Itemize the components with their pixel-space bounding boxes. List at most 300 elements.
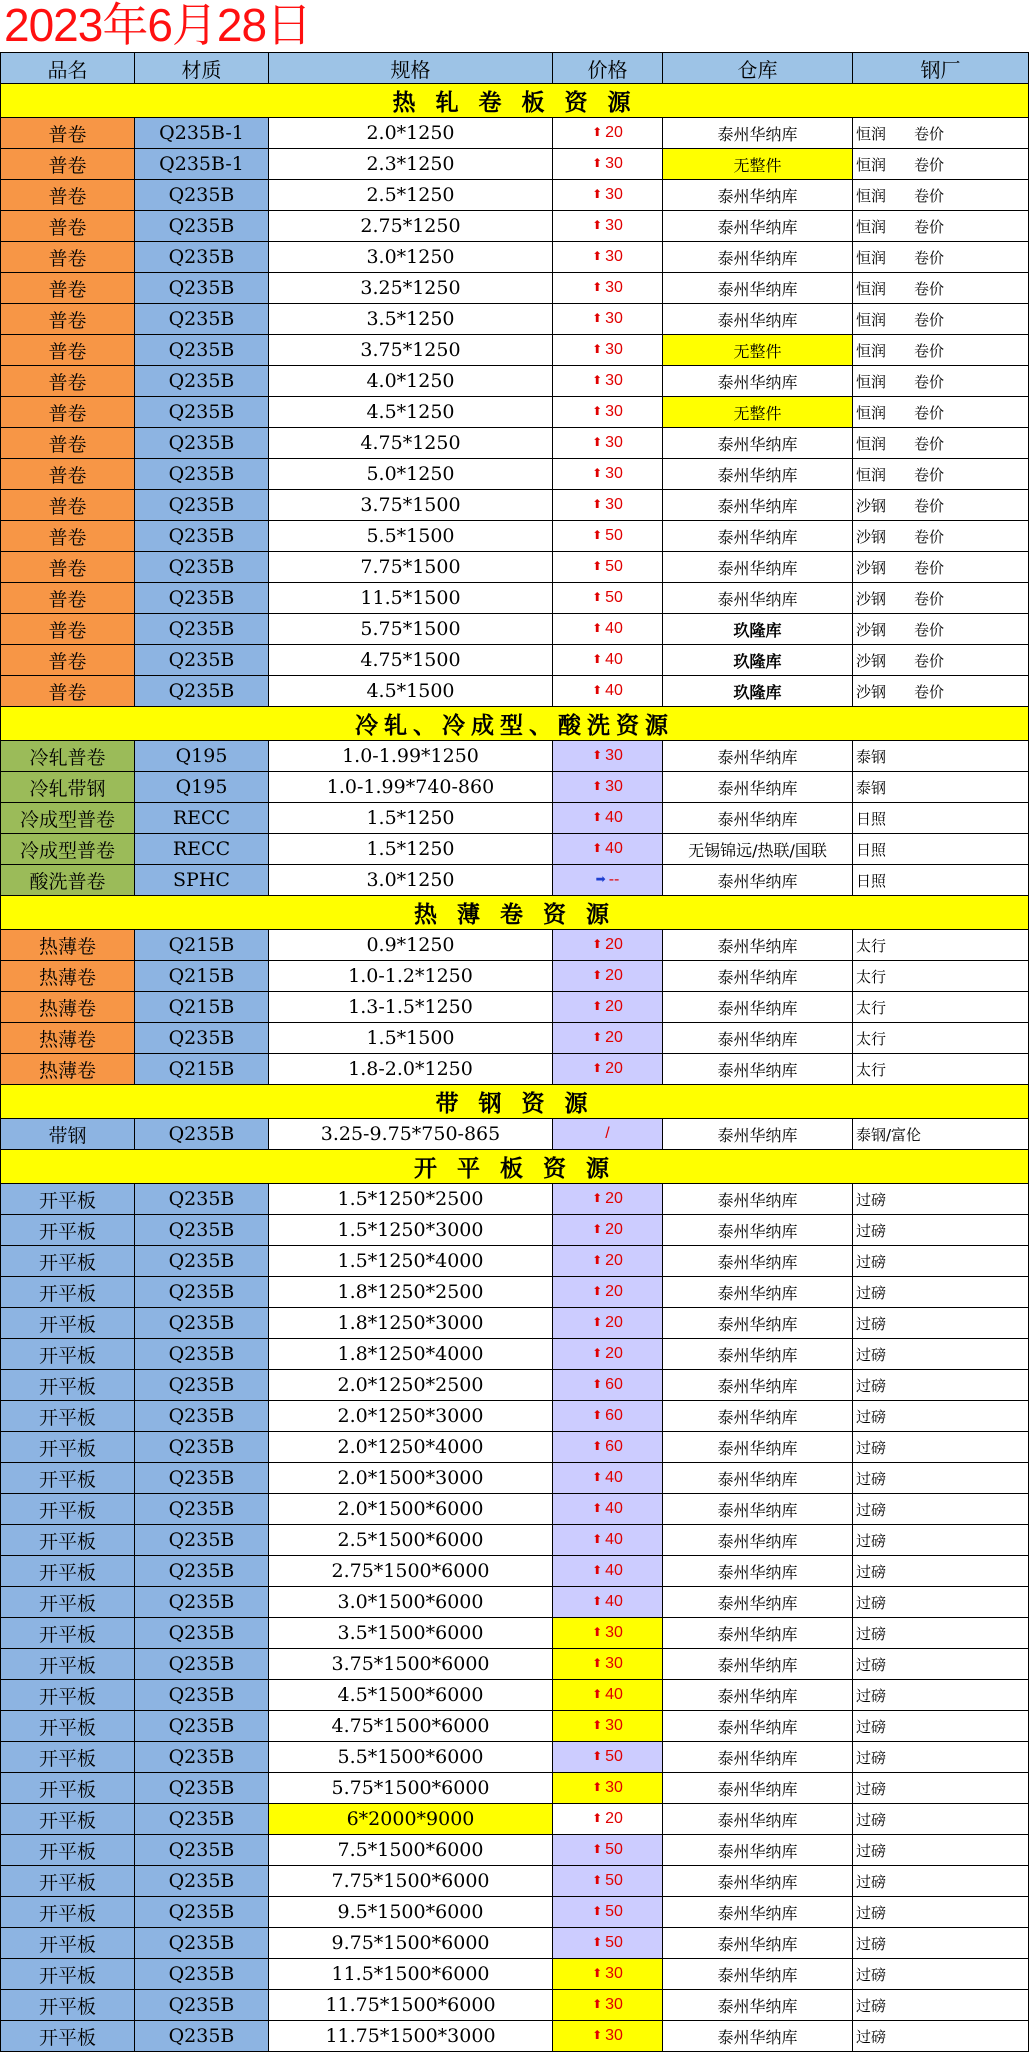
mill-name: 过磅 xyxy=(856,1872,887,1891)
spec-cell: 5.75*1500 xyxy=(269,614,553,645)
product-name-cell: 开平板 xyxy=(1,1556,135,1587)
mill-cell xyxy=(853,397,1029,428)
mill-cell xyxy=(853,1184,1029,1215)
product-name-cell: 普卷 xyxy=(1,366,135,397)
mill-name: 过磅 xyxy=(856,1531,887,1550)
product-name-cell: 冷轧带钢 xyxy=(1,772,135,803)
product-name-cell: 开平板 xyxy=(1,1804,135,1835)
price-up-arrow-icon: ⬆ xyxy=(592,1749,603,1763)
mill-name: 过磅 xyxy=(856,1903,887,1922)
price-up-arrow-icon: ⬆ xyxy=(592,1904,603,1918)
price-value: 30 xyxy=(605,1779,623,1796)
price-value: 20 xyxy=(605,1314,623,1331)
warehouse-cell: 泰州华纳库 xyxy=(663,1494,853,1525)
price-value: 40 xyxy=(605,840,623,857)
price-cell xyxy=(553,1959,663,1990)
warehouse-cell: 泰州华纳库 xyxy=(663,2021,853,2052)
mill-name: 恒润 xyxy=(856,248,887,267)
product-name-cell: 普卷 xyxy=(1,583,135,614)
spec-cell: 2.0*1250*3000 xyxy=(269,1401,553,1432)
table-row xyxy=(1,1463,1029,1494)
spec-cell: 7.75*1500*6000 xyxy=(269,1866,553,1897)
material-cell: Q235B xyxy=(135,1023,269,1054)
product-name-cell: 普卷 xyxy=(1,149,135,180)
spec-cell: 1.5*1250*2500 xyxy=(269,1184,553,1215)
mill-cell xyxy=(853,583,1029,614)
price-value: 30 xyxy=(605,1996,623,2013)
price-up-arrow-icon: ⬆ xyxy=(592,1935,603,1949)
price-value: / xyxy=(605,1125,610,1142)
product-name-cell: 开平板 xyxy=(1,1246,135,1277)
table-row xyxy=(1,273,1029,304)
material-cell: SPHC xyxy=(135,865,269,896)
price-cell xyxy=(553,930,663,961)
mill-cell xyxy=(853,1959,1029,1990)
price-value: 20 xyxy=(605,1221,623,1238)
material-cell: Q215B xyxy=(135,992,269,1023)
price-value: 20 xyxy=(605,1345,623,1362)
table-row xyxy=(1,1432,1029,1463)
mill-name: 恒润 xyxy=(856,434,887,453)
price-cell xyxy=(553,614,663,645)
mill-cell xyxy=(853,428,1029,459)
price-value: 40 xyxy=(605,651,623,668)
material-cell: Q235B xyxy=(135,676,269,707)
price-value: 40 xyxy=(605,809,623,826)
mill-cell xyxy=(853,149,1029,180)
mill-cell xyxy=(853,961,1029,992)
price-value: 50 xyxy=(605,1748,623,1765)
price-up-arrow-icon: ⬆ xyxy=(592,1997,603,2011)
section-title: 热 薄 卷 资 源 xyxy=(1,896,1029,930)
warehouse-cell: 泰州华纳库 xyxy=(663,304,853,335)
price-basis-note: 卷价 xyxy=(914,651,945,670)
table-row xyxy=(1,1401,1029,1432)
price-value: 40 xyxy=(605,1593,623,1610)
mill-cell xyxy=(853,645,1029,676)
mill-name: 恒润 xyxy=(856,186,887,205)
warehouse-cell: 玖隆库 xyxy=(663,676,853,707)
table-row xyxy=(1,2021,1029,2052)
mill-cell xyxy=(853,1023,1029,1054)
mill-cell xyxy=(853,1215,1029,1246)
material-cell: Q235B xyxy=(135,1649,269,1680)
price-value: 30 xyxy=(605,310,623,327)
spec-cell: 1.8*1250*3000 xyxy=(269,1308,553,1339)
price-value: 20 xyxy=(605,936,623,953)
warehouse-cell: 泰州华纳库 xyxy=(663,1370,853,1401)
spec-cell: 2.0*1250*4000 xyxy=(269,1432,553,1463)
section-title: 带 钢 资 源 xyxy=(1,1085,1029,1119)
mill-cell xyxy=(853,1556,1029,1587)
mill-name: 沙钢 xyxy=(856,527,887,546)
material-cell: Q235B xyxy=(135,1587,269,1618)
warehouse-cell: 泰州华纳库 xyxy=(663,1277,853,1308)
mill-name: 过磅 xyxy=(856,1965,887,1984)
material-cell: Q235B xyxy=(135,552,269,583)
price-value: 20 xyxy=(605,1190,623,1207)
table-row xyxy=(1,1897,1029,1928)
material-cell: Q235B xyxy=(135,1680,269,1711)
spec-cell: 1.8*1250*2500 xyxy=(269,1277,553,1308)
mill-name: 过磅 xyxy=(856,1748,887,1767)
price-up-arrow-icon: ⬆ xyxy=(592,937,603,951)
mill-cell xyxy=(853,521,1029,552)
mill-cell xyxy=(853,1432,1029,1463)
material-cell: Q235B xyxy=(135,645,269,676)
material-cell: Q235B xyxy=(135,1308,269,1339)
price-value: 20 xyxy=(605,1060,623,1077)
price-up-arrow-icon: ⬆ xyxy=(592,1873,603,1887)
warehouse-cell: 泰州华纳库 xyxy=(663,1897,853,1928)
price-up-arrow-icon: ⬆ xyxy=(592,779,603,793)
warehouse-cell: 泰州华纳库 xyxy=(663,772,853,803)
table-row xyxy=(1,1184,1029,1215)
price-up-arrow-icon: ⬆ xyxy=(592,1439,603,1453)
price-basis-note: 卷价 xyxy=(914,620,945,639)
product-name-cell: 普卷 xyxy=(1,118,135,149)
price-up-arrow-icon: ⬆ xyxy=(592,1284,603,1298)
spec-cell: 4.5*1250 xyxy=(269,397,553,428)
material-cell: Q235B xyxy=(135,1215,269,1246)
table-row xyxy=(1,1587,1029,1618)
mill-name: 泰钢/富伦 xyxy=(856,1125,922,1144)
price-cell xyxy=(553,242,663,273)
price-up-arrow-icon: ⬆ xyxy=(592,1346,603,1360)
spec-cell: 7.75*1500 xyxy=(269,552,553,583)
warehouse-cell: 泰州华纳库 xyxy=(663,1928,853,1959)
price-basis-note: 卷价 xyxy=(914,372,945,391)
spec-cell: 1.5*1500 xyxy=(269,1023,553,1054)
price-basis-note: 卷价 xyxy=(914,217,945,236)
warehouse-cell: 玖隆库 xyxy=(663,645,853,676)
material-cell: Q235B xyxy=(135,1618,269,1649)
material-cell: Q195 xyxy=(135,772,269,803)
spec-cell: 1.5*1250 xyxy=(269,803,553,834)
warehouse-cell: 泰州华纳库 xyxy=(663,1680,853,1711)
table-row xyxy=(1,1959,1029,1990)
price-cell xyxy=(553,1897,663,1928)
material-cell: Q235B xyxy=(135,1990,269,2021)
warehouse-cell: 泰州华纳库 xyxy=(663,242,853,273)
product-name-cell: 开平板 xyxy=(1,1432,135,1463)
table-row xyxy=(1,1649,1029,1680)
table-row xyxy=(1,1804,1029,1835)
price-up-arrow-icon: ⬆ xyxy=(592,404,603,418)
table-row xyxy=(1,459,1029,490)
price-up-arrow-icon: ⬆ xyxy=(592,683,603,697)
material-cell: Q215B xyxy=(135,961,269,992)
header-mill: 钢厂 xyxy=(853,53,1029,84)
table-row xyxy=(1,676,1029,707)
product-name-cell: 普卷 xyxy=(1,645,135,676)
product-name-cell: 开平板 xyxy=(1,1494,135,1525)
price-up-arrow-icon: ⬆ xyxy=(592,249,603,263)
mill-cell xyxy=(853,1773,1029,1804)
product-name-cell: 开平板 xyxy=(1,1277,135,1308)
mill-cell xyxy=(853,834,1029,865)
price-up-arrow-icon: ⬆ xyxy=(592,968,603,982)
material-cell: Q235B xyxy=(135,366,269,397)
spec-cell: 2.0*1500*3000 xyxy=(269,1463,553,1494)
mill-name: 太行 xyxy=(856,936,887,955)
spec-cell: 2.0*1500*6000 xyxy=(269,1494,553,1525)
mill-name: 沙钢 xyxy=(856,558,887,577)
section-header xyxy=(1,1085,1029,1119)
material-cell: Q235B xyxy=(135,242,269,273)
mill-cell xyxy=(853,1649,1029,1680)
price-up-arrow-icon: ⬆ xyxy=(592,652,603,666)
price-cell xyxy=(553,1649,663,1680)
price-value: 20 xyxy=(605,1252,623,1269)
material-cell: Q235B xyxy=(135,1928,269,1959)
mill-cell xyxy=(853,490,1029,521)
price-value: 30 xyxy=(605,778,623,795)
table-row xyxy=(1,552,1029,583)
product-name-cell: 热薄卷 xyxy=(1,961,135,992)
mill-cell xyxy=(853,2021,1029,2052)
warehouse-cell: 泰州华纳库 xyxy=(663,1023,853,1054)
mill-cell xyxy=(853,1804,1029,1835)
mill-cell xyxy=(853,211,1029,242)
mill-name: 恒润 xyxy=(856,217,887,236)
spec-cell: 3.25-9.75*750-865 xyxy=(269,1119,553,1150)
price-cell xyxy=(553,1928,663,1959)
product-name-cell: 普卷 xyxy=(1,614,135,645)
spec-cell: 7.5*1500*6000 xyxy=(269,1835,553,1866)
price-value: 20 xyxy=(605,124,623,141)
material-cell: Q235B xyxy=(135,614,269,645)
price-cell xyxy=(553,1246,663,1277)
price-cell xyxy=(553,1680,663,1711)
table-row xyxy=(1,180,1029,211)
table-row xyxy=(1,834,1029,865)
mill-name: 过磅 xyxy=(856,1934,887,1953)
spec-cell: 2.0*1250*2500 xyxy=(269,1370,553,1401)
price-up-arrow-icon: ⬆ xyxy=(592,528,603,542)
price-cell xyxy=(553,273,663,304)
price-value: 30 xyxy=(605,372,623,389)
spec-cell: 3.0*1250 xyxy=(269,242,553,273)
mill-name: 过磅 xyxy=(856,1717,887,1736)
price-cell xyxy=(553,1054,663,1085)
product-name-cell: 开平板 xyxy=(1,1680,135,1711)
warehouse-cell: 泰州华纳库 xyxy=(663,521,853,552)
table-row xyxy=(1,741,1029,772)
product-name-cell: 普卷 xyxy=(1,676,135,707)
mill-name: 沙钢 xyxy=(856,651,887,670)
price-up-arrow-icon: ⬆ xyxy=(592,1625,603,1639)
material-cell: Q235B xyxy=(135,1432,269,1463)
price-cell xyxy=(553,211,663,242)
mill-name: 过磅 xyxy=(856,1593,887,1612)
price-cell xyxy=(553,2021,663,2052)
spec-cell: 3.25*1250 xyxy=(269,273,553,304)
warehouse-cell: 无整件 xyxy=(663,397,853,428)
price-up-arrow-icon: ⬆ xyxy=(592,1501,603,1515)
warehouse-cell: 无锡锦远/热联/国联 xyxy=(663,834,853,865)
material-cell: Q235B xyxy=(135,1339,269,1370)
warehouse-cell: 泰州华纳库 xyxy=(663,428,853,459)
warehouse-cell: 泰州华纳库 xyxy=(663,1711,853,1742)
price-basis-note: 卷价 xyxy=(914,496,945,515)
product-name-cell: 开平板 xyxy=(1,1308,135,1339)
section-header xyxy=(1,707,1029,741)
mill-name: 过磅 xyxy=(856,1190,887,1209)
spec-cell: 3.0*1250 xyxy=(269,865,553,896)
price-cell xyxy=(553,961,663,992)
table-row xyxy=(1,366,1029,397)
product-name-cell: 热薄卷 xyxy=(1,930,135,961)
spec-cell: 2.5*1250 xyxy=(269,180,553,211)
price-value: 30 xyxy=(605,1717,623,1734)
price-value: 50 xyxy=(605,527,623,544)
price-cell xyxy=(553,583,663,614)
product-name-cell: 热薄卷 xyxy=(1,992,135,1023)
mill-name: 太行 xyxy=(856,967,887,986)
section-title: 冷轧、冷成型、酸洗资源 xyxy=(1,707,1029,741)
warehouse-cell: 泰州华纳库 xyxy=(663,490,853,521)
price-value: 40 xyxy=(605,1469,623,1486)
price-cell xyxy=(553,865,663,896)
mill-cell xyxy=(853,1990,1029,2021)
mill-cell xyxy=(853,1897,1029,1928)
price-cell xyxy=(553,741,663,772)
price-cell xyxy=(553,992,663,1023)
price-up-arrow-icon: ⬆ xyxy=(592,1594,603,1608)
product-name-cell: 普卷 xyxy=(1,397,135,428)
table-row xyxy=(1,930,1029,961)
price-cell xyxy=(553,304,663,335)
spec-cell: 11.75*1500*3000 xyxy=(269,2021,553,2052)
table-row xyxy=(1,1711,1029,1742)
mill-name: 过磅 xyxy=(856,1469,887,1488)
price-basis-note: 卷价 xyxy=(914,558,945,577)
warehouse-cell: 泰州华纳库 xyxy=(663,1401,853,1432)
material-cell: Q235B xyxy=(135,1494,269,1525)
product-name-cell: 开平板 xyxy=(1,1339,135,1370)
spec-cell: 9.75*1500*6000 xyxy=(269,1928,553,1959)
mill-cell xyxy=(853,772,1029,803)
spec-cell: 6*2000*9000 xyxy=(269,1804,553,1835)
price-basis-note: 卷价 xyxy=(914,682,945,701)
price-value: -- xyxy=(608,871,620,888)
spec-cell: 3.5*1500*6000 xyxy=(269,1618,553,1649)
price-value: 30 xyxy=(605,403,623,420)
mill-cell xyxy=(853,865,1029,896)
material-cell: Q235B xyxy=(135,1246,269,1277)
table-row xyxy=(1,1618,1029,1649)
mill-name: 恒润 xyxy=(856,155,887,174)
warehouse-cell: 泰州华纳库 xyxy=(663,865,853,896)
material-cell: Q215B xyxy=(135,1054,269,1085)
price-basis-note: 卷价 xyxy=(914,310,945,329)
price-value: 50 xyxy=(605,589,623,606)
spec-cell: 1.8-2.0*1250 xyxy=(269,1054,553,1085)
warehouse-cell: 泰州华纳库 xyxy=(663,459,853,490)
mill-cell xyxy=(853,1711,1029,1742)
header-spec: 规格 xyxy=(269,53,553,84)
warehouse-cell: 泰州华纳库 xyxy=(663,930,853,961)
table-row xyxy=(1,304,1029,335)
price-cell xyxy=(553,1742,663,1773)
material-cell: Q235B xyxy=(135,1897,269,1928)
material-cell: Q215B xyxy=(135,930,269,961)
product-name-cell: 带钢 xyxy=(1,1119,135,1150)
mill-name: 过磅 xyxy=(856,1810,887,1829)
price-up-arrow-icon: ⬆ xyxy=(592,373,603,387)
price-up-arrow-icon: ⬆ xyxy=(592,810,603,824)
material-cell: Q235B-1 xyxy=(135,118,269,149)
price-cell xyxy=(553,149,663,180)
product-name-cell: 开平板 xyxy=(1,1773,135,1804)
warehouse-cell: 泰州华纳库 xyxy=(663,1308,853,1339)
warehouse-cell: 泰州华纳库 xyxy=(663,1587,853,1618)
warehouse-cell: 泰州华纳库 xyxy=(663,1054,853,1085)
table-row xyxy=(1,335,1029,366)
spec-cell: 3.75*1500*6000 xyxy=(269,1649,553,1680)
table-row xyxy=(1,149,1029,180)
spec-cell: 1.0-1.2*1250 xyxy=(269,961,553,992)
mill-cell xyxy=(853,1277,1029,1308)
price-up-arrow-icon: ⬆ xyxy=(592,1061,603,1075)
table-row xyxy=(1,961,1029,992)
product-name-cell: 热薄卷 xyxy=(1,1023,135,1054)
spec-cell: 4.75*1250 xyxy=(269,428,553,459)
material-cell: RECC xyxy=(135,834,269,865)
product-name-cell: 普卷 xyxy=(1,304,135,335)
price-up-arrow-icon: ⬆ xyxy=(592,218,603,232)
price-value: 20 xyxy=(605,1029,623,1046)
material-cell: Q235B xyxy=(135,1556,269,1587)
material-cell: Q235B xyxy=(135,1804,269,1835)
price-up-arrow-icon: ⬆ xyxy=(592,466,603,480)
spec-cell: 1.0-1.99*740-860 xyxy=(269,772,553,803)
mill-name: 过磅 xyxy=(856,1345,887,1364)
table-row xyxy=(1,1370,1029,1401)
price-basis-note: 卷价 xyxy=(914,124,945,143)
price-up-arrow-icon: ⬆ xyxy=(592,1030,603,1044)
price-up-arrow-icon: ⬆ xyxy=(592,1780,603,1794)
price-value: 30 xyxy=(605,496,623,513)
mill-name: 日照 xyxy=(856,840,887,859)
table-row xyxy=(1,1773,1029,1804)
price-value: 30 xyxy=(605,186,623,203)
price-value: 50 xyxy=(605,1872,623,1889)
spec-cell: 2.0*1250 xyxy=(269,118,553,149)
mill-name: 过磅 xyxy=(856,2027,887,2046)
price-cell xyxy=(553,1556,663,1587)
price-value: 60 xyxy=(605,1407,623,1424)
table-row xyxy=(1,1215,1029,1246)
material-cell: Q235B xyxy=(135,428,269,459)
spec-cell: 3.0*1500*6000 xyxy=(269,1587,553,1618)
mill-name: 过磅 xyxy=(856,1376,887,1395)
material-cell: Q235B xyxy=(135,397,269,428)
table-row xyxy=(1,1246,1029,1277)
mill-cell xyxy=(853,1587,1029,1618)
price-up-arrow-icon: ⬆ xyxy=(592,1718,603,1732)
mill-name: 过磅 xyxy=(856,1686,887,1705)
product-name-cell: 开平板 xyxy=(1,1215,135,1246)
spec-cell: 1.5*1250*3000 xyxy=(269,1215,553,1246)
price-basis-note: 卷价 xyxy=(914,527,945,546)
header-warehouse: 仓库 xyxy=(663,53,853,84)
price-cell xyxy=(553,1277,663,1308)
table-body xyxy=(1,84,1029,2052)
section-header xyxy=(1,84,1029,118)
mill-name: 过磅 xyxy=(856,1438,887,1457)
